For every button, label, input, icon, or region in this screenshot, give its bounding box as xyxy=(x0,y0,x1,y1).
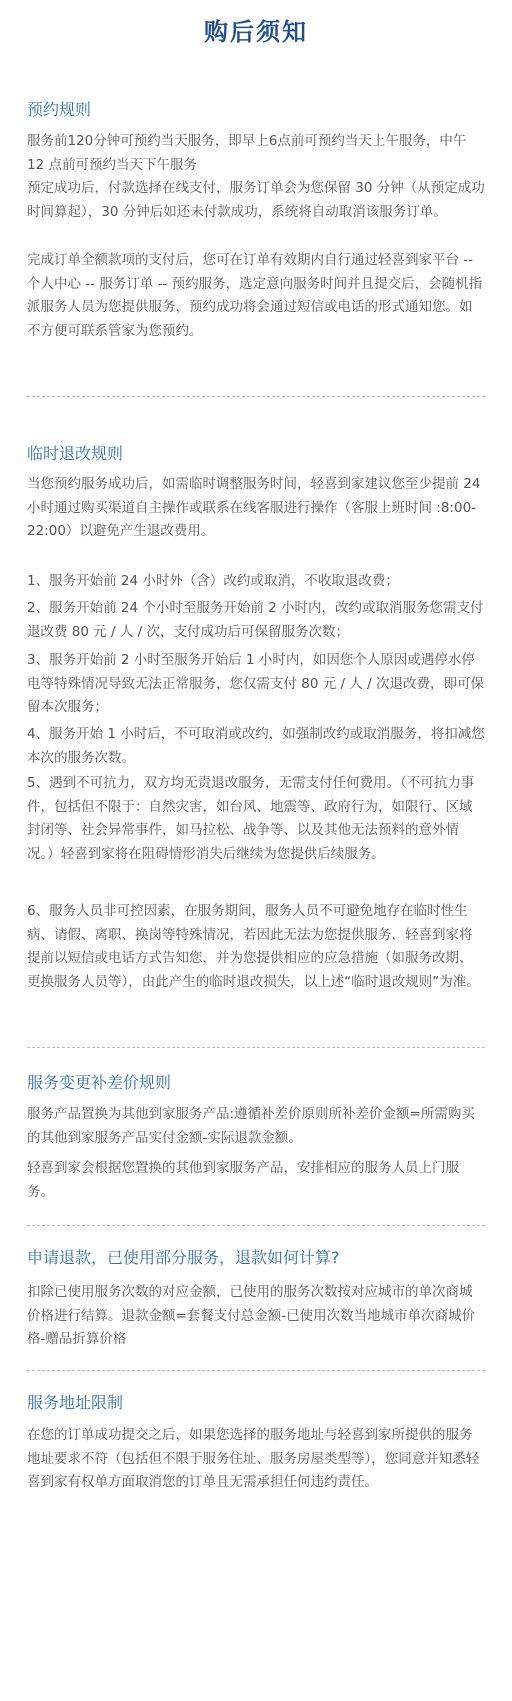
reschedule-rule-item: 3、服务开始前 2 小时至服务开始后 1 小时内，如因您个人原因或遇停水停电等特殊情况导致无法正常服务，您仅需支付 80 元 / 人 / 次退改费，即可保留本次服务； xyxy=(27,652,485,715)
section-divider xyxy=(27,1225,485,1226)
reschedule-rule-item: 6、服务人员非可控因素，在服务期间，服务人员不可避免地存在临时性生病、请假、离职、换岗等特殊情况，若因此无法为您提供服务，轻喜到家将提前以短信或电话方式告知您，并为您提供相应的应急措施（如服务改期、更换服务人员等），由此产生的临时退改损失，以上述“临时退改规则”为准。 xyxy=(27,903,480,990)
address-restriction-paragraph: 在您的订单成功提交之后，如果您选择的服务地址与轻喜到家所提供的服务地址要求不符（包括但不限于服务住址、服务房屋类型等），您同意并知悉轻喜到家有权单方面取消您的订单且无需承担任何违约责任。 xyxy=(27,1427,480,1490)
reschedule-rule-item: 5、遇到不可抗力，双方均无责退改服务，无需支付任何费用。（不可抗力事件，包括但不限于：自然灾害，如台风、地震等、政府行为，如限行、区域封闭等、社会异常事件，如马拉松、战争等、以及其他无法预料的意外情况。）轻喜到家将在阻碍情形消失后继续为您提供后续服务。 xyxy=(27,775,475,862)
booking-rule-paragraph: 服务前120分钟可预约当天服务，即早上6点前可预约当天上午服务，中午 12 点前可预约当天下午服务 xyxy=(27,133,467,173)
refund-calculation-paragraph: 扣除已使用服务次数的对应金额，已使用的服务次数按对应城市的单次商城价格进行结算。退款金额=套餐支付总金额-已使用次数当地城市单次商城价格-赠品折算价格 xyxy=(27,1284,476,1347)
reschedule-rule-item: 1、服务开始前 24 小时外（含）改约或取消，不收取退改费； xyxy=(27,573,399,589)
section-divider xyxy=(27,1047,485,1048)
section-heading-booking-rules: 预约规则 xyxy=(27,100,92,119)
section-heading-refund-calculation: 申请退款，已使用部分服务，退款如何计算? xyxy=(27,1248,340,1267)
page-title: 购后须知 xyxy=(204,18,308,46)
price-difference-paragraph: 轻喜到家会根据您置换的其他到家服务产品，安排相应的服务人员上门服务。 xyxy=(27,1160,459,1200)
reschedule-rule-item: 4、服务开始 1 小时后，不可取消或改约，如强制改约或取消服务，将扣减您本次的服务次数。 xyxy=(27,726,485,766)
section-divider xyxy=(27,1370,485,1371)
section-heading-price-difference-rules: 服务变更补差价规则 xyxy=(27,1073,172,1092)
section-heading-reschedule-rules: 临时退改规则 xyxy=(27,444,124,463)
booking-rule-paragraph: 预定成功后，付款选择在线支付，服务订单会为您保留 30 分钟（从预定成功时间算起），30 分钟后如还未付款成功，系统将自动取消该服务订单。 xyxy=(27,180,485,220)
price-difference-paragraph: 服务产品置换为其他到家服务产品:遵循补差价原则所补差价金额=所需购买的其他到家服务产品实付金额-实际退款金额。 xyxy=(27,1106,475,1146)
section-heading-address-restrictions: 服务地址限制 xyxy=(27,1393,124,1412)
section-divider xyxy=(27,396,485,397)
reschedule-intro-paragraph: 当您预约服务成功后，如需临时调整服务时间，轻喜到家建议您至少提前 24 小时通过购买渠道自主操作或联系在线客服进行操作（客服上班时间 :8:00-22:00）以避免产生退改费用。 xyxy=(27,476,481,539)
reschedule-rule-item: 2、服务开始前 24 个小时至服务开始前 2 小时内，改约或取消服务您需支付退改费 80 元 / 人 / 次，支付成功后可保留服务次数； xyxy=(27,600,484,640)
booking-rule-paragraph: 完成订单全额款项的支付后，您可在订单有效期内自行通过轻喜到家平台 -- 个人中心 -- 服务订单 -- 预约服务，选定意向服务时间并且提交后，会随机指派服务人员为您提供服务，预约成功将会通过短信或电话的形式通知您。如不方便可联系管家为您预约。 xyxy=(27,252,483,339)
